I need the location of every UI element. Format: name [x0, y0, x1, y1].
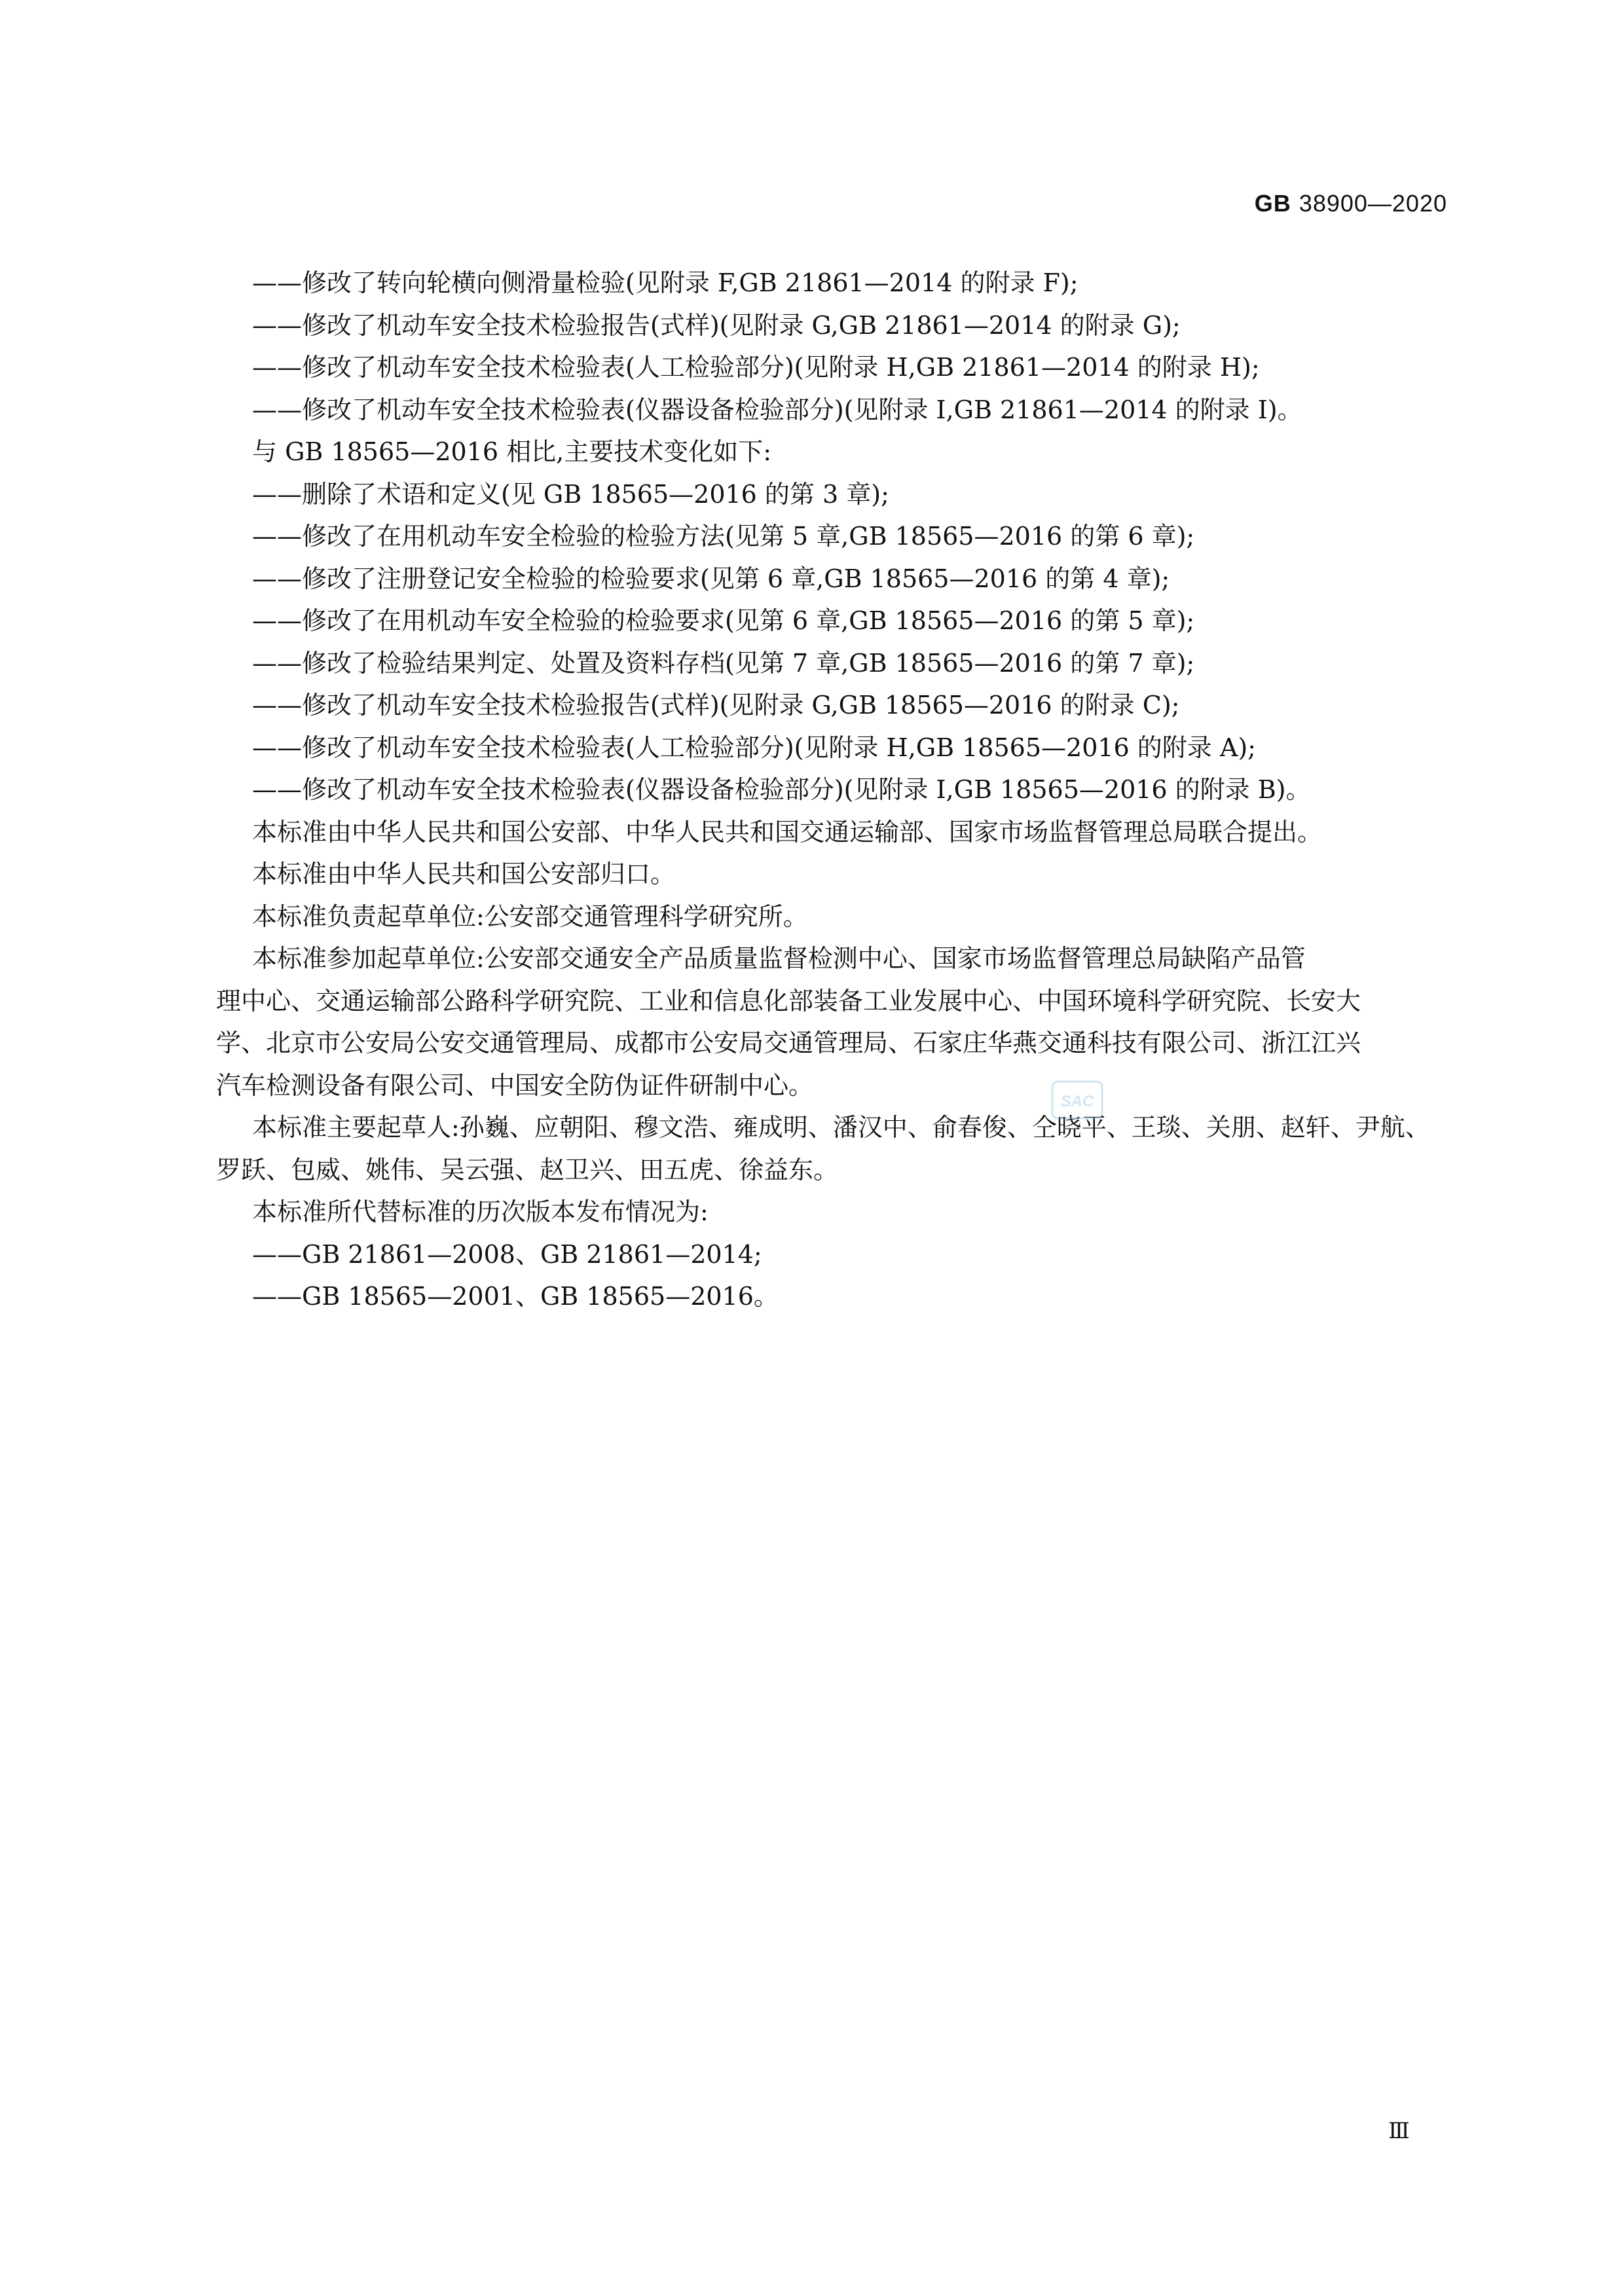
standard-prefix: GB — [1254, 190, 1291, 217]
paragraph-line: 学、北京市公安局公安交通管理局、成都市公安局交通管理局、石家庄华燕交通科技有限公司、浙江江兴 — [216, 1029, 1361, 1057]
sac-watermark-logo — [1051, 1080, 1103, 1120]
change-item: ——修改了机动车安全技术检验表(人工检验部分)(见附录 H,GB 18565—2016 的附录 A); — [252, 733, 1256, 762]
change-item: ——修改了机动车安全技术检验表(人工检验部分)(见附录 H,GB 21861—2014 的附录 H); — [252, 353, 1260, 382]
change-item: ——删除了术语和定义(见 GB 18565—2016 的第 3 章); — [252, 479, 889, 509]
paragraph-line: 本标准主要起草人:孙巍、应朝阳、穆文浩、雍成明、潘汉中、俞春俊、仝晓平、王琰、关朋、赵轩、尹航、 — [252, 1113, 1430, 1142]
history-item: ——GB 18565—2001、GB 18565—2016。 — [252, 1282, 779, 1311]
centralized-by-statement: 本标准由中华人民共和国公安部归口。 — [252, 860, 676, 888]
change-item: ——修改了机动车安全技术检验表(仪器设备检验部分)(见附录 I,GB 18565—2016 的附录 B)。 — [252, 775, 1311, 804]
paragraph-line: 罗跃、包威、姚伟、吴云强、赵卫兴、田五虎、徐益东。 — [216, 1155, 839, 1184]
comparison-intro: 与 GB 18565—2016 相比,主要技术变化如下: — [252, 437, 771, 466]
change-item: ——修改了在用机动车安全检验的检验要求(见第 6 章,GB 18565—2016 的第 5 章); — [252, 606, 1195, 635]
change-item: ——修改了注册登记安全检验的检验要求(见第 6 章,GB 18565—2016 的第 4 章); — [252, 564, 1170, 593]
proposer-statement: 本标准由中华人民共和国公安部、中华人民共和国交通运输部、国家市场监督管理总局联合提出。 — [252, 817, 1323, 847]
change-item: ——修改了机动车安全技术检验报告(式样)(见附录 G,GB 21861—2014 的附录 G); — [252, 310, 1181, 340]
change-item: ——修改了机动车安全技术检验报告(式样)(见附录 G,GB 18565—2016 的附录 C); — [252, 691, 1180, 720]
participating-units-paragraph — [216, 938, 1447, 1106]
standard-code-header — [1255, 190, 1447, 217]
svg-text:SAC: SAC — [1060, 1093, 1094, 1110]
responsible-drafter-statement: 本标准负责起草单位:公安部交通管理科学研究所。 — [252, 902, 808, 931]
paragraph-line: 汽车检测设备有限公司、中国安全防伪证件研制中心。 — [216, 1070, 814, 1100]
change-item: ——修改了机动车安全技术检验表(仪器设备检验部分)(见附录 I,GB 21861—2014 的附录 I)。 — [252, 395, 1302, 424]
history-intro: 本标准所代替标准的历次版本发布情况为: — [252, 1197, 709, 1226]
paragraph-line: 本标准参加起草单位:公安部交通安全产品质量监督检测中心、国家市场监督管理总局缺陷产品管 — [252, 944, 1306, 973]
standard-number: 38900—2020 — [1299, 190, 1447, 217]
change-item: ——修改了检验结果判定、处置及资料存档(见第 7 章,GB 18565—2016 的第 7 章); — [252, 648, 1195, 678]
history-item: ——GB 21861—2008、GB 21861—2014; — [252, 1239, 762, 1269]
paragraph-line: 理中心、交通运输部公路科学研究院、工业和信息化部装备工业发展中心、中国环境科学研究院、长安大 — [216, 986, 1361, 1015]
page-number: Ⅲ — [1388, 2119, 1410, 2143]
change-item: ——修改了转向轮横向侧滑量检验(见附录 F,GB 21861—2014 的附录 F); — [252, 268, 1079, 297]
change-item: ——修改了在用机动车安全检验的检验方法(见第 5 章,GB 18565—2016 的第 6 章); — [252, 522, 1195, 551]
document-body — [216, 262, 1447, 1318]
drafters-paragraph — [216, 1106, 1447, 1191]
